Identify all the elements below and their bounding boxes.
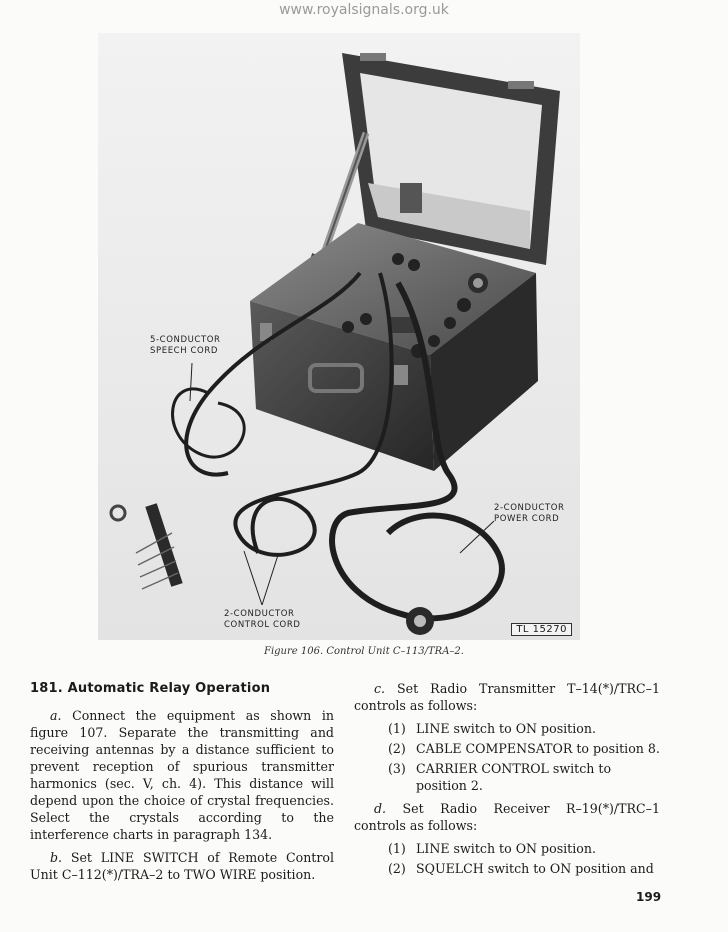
list-item-text: LINE switch to ON position. [416,841,596,856]
paragraph-b-text: Set LINE SWITCH of Remote Control Unit C–112(*)/TRA–2 to TWO WIRE position. [30,850,334,882]
paragraph-d [354,800,660,834]
list-item [388,760,660,794]
list-item-text: LINE switch to ON position. [416,721,596,736]
list-item-text: SQUELCH switch to ON position and [416,861,654,876]
left-column [30,680,334,889]
callout-power-cord: 2-CONDUCTOR POWER CORD [494,503,565,524]
list-item [388,860,660,877]
list-item-number: (1) [388,841,406,856]
paragraph-c [354,680,660,714]
list-item [388,740,660,757]
list-item-text: CARRIER CONTROL switch to position 2. [416,761,612,793]
figure-caption: Figure 106. Control Unit C–113/TRA–2. [264,646,464,657]
paragraph-b-label: b. [50,850,63,865]
list-item-number: (3) [388,761,406,776]
list-item [388,720,660,737]
paragraph-a-text: Connect the equipment as shown in figure 107. Separate the transmitting and receiving antennas by a distance sufficient to prevent reception of spurious transmitter harmonics (sec. V, ch. 4). This distance will depend upon the choice of crystal frequencies. Select the crystals according to the interference charts in paragraph 134. [30,708,334,842]
watermark: www.royalsignals.org.uk [279,2,449,18]
paragraph-d-label: d. [374,801,387,816]
paragraph-a [30,707,334,843]
paragraph-a-label: a. [50,708,62,723]
section-heading: 181. Automatic Relay Operation [30,681,271,696]
list-item-number: (2) [388,741,406,756]
paragraph-c-text: Set Radio Transmitter T–14(*)/TRC–1 controls as follows: [354,681,660,713]
equipment-photo [98,33,580,640]
paragraph-b [30,849,334,883]
paragraph-c-label: c. [374,681,386,696]
paragraph-d-text: Set Radio Receiver R–19(*)/TRC–1 controls as follows: [354,801,660,833]
figure-tag: TL 15270 [511,623,572,636]
list-item [388,840,660,857]
callout-control-cord: 2-CONDUCTOR CONTROL CORD [224,609,301,630]
list-item-number: (1) [388,721,406,736]
callout-speech-cord: 5-CONDUCTOR SPEECH CORD [150,335,221,356]
list-item-text: CABLE COMPENSATOR to position 8. [416,741,660,756]
page-number: 199 [636,890,662,904]
list-item-number: (2) [388,861,406,876]
right-column [354,680,660,880]
